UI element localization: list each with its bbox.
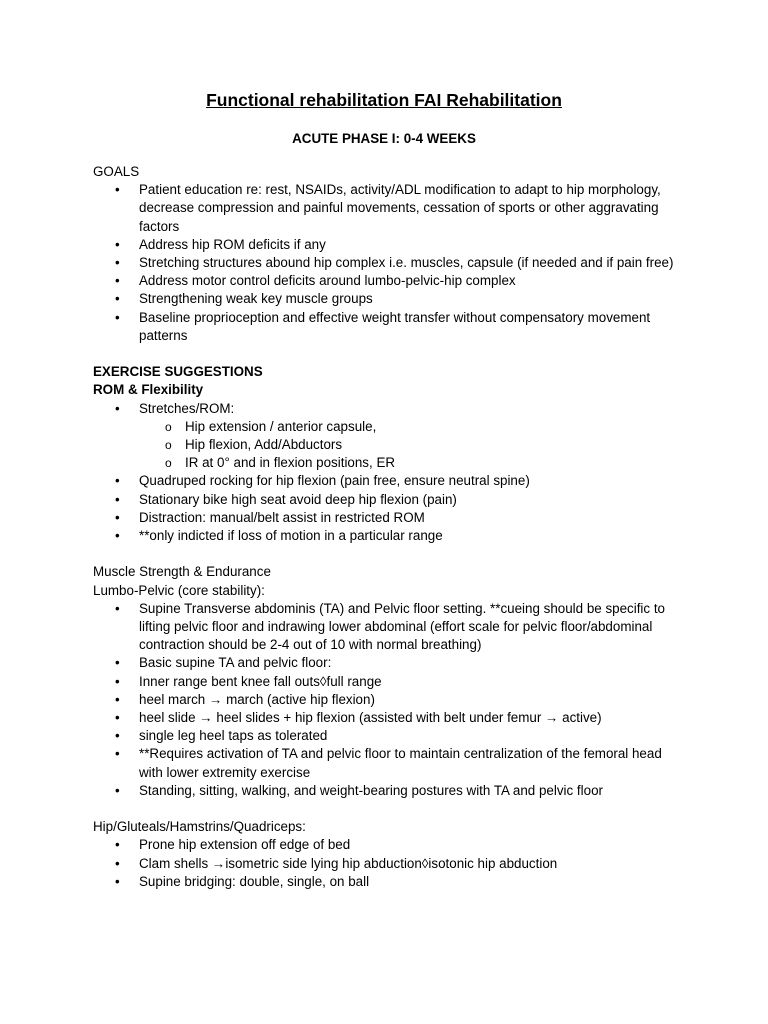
hip-heading: Hip/Gluteals/Hamstrins/Quadriceps: bbox=[93, 819, 306, 835]
list-item: • Stationary bike high seat avoid deep hip flexion (pain) bbox=[93, 491, 683, 509]
list-item: • Basic supine TA and pelvic floor: bbox=[93, 654, 683, 672]
list-item: • heel slide → heel slides + hip flexion (assisted with belt under femur → active) bbox=[93, 709, 683, 727]
list-item: • Stretching structures abound hip complex i.e. muscles, capsule (if needed and if pain free) bbox=[93, 254, 683, 272]
rom-list bbox=[93, 400, 683, 546]
sub-list-item: o Hip flexion, Add/Abductors bbox=[93, 436, 683, 454]
goals-heading: GOALS bbox=[93, 164, 140, 179]
list-item: • single leg heel taps as tolerated bbox=[93, 727, 683, 745]
strength-list bbox=[93, 600, 683, 800]
list-item: • **only indicted if loss of motion in a particular range bbox=[93, 527, 683, 545]
exercise-heading: EXERCISE SUGGESTIONS bbox=[93, 364, 263, 380]
list-item: • Supine bridging: double, single, on ball bbox=[93, 873, 683, 891]
list-item: • Baseline proprioception and effective weight transfer without compensatory movement patterns bbox=[93, 309, 683, 345]
strength-heading: Muscle Strength & Endurance bbox=[93, 564, 271, 580]
rom-heading: ROM & Flexibility bbox=[93, 382, 204, 398]
list-item: • **Requires activation of TA and pelvic floor to maintain centralization of the femoral head with lower extremity exercise bbox=[93, 745, 683, 781]
list-item: • Standing, sitting, walking, and weight-bearing postures with TA and pelvic floor bbox=[93, 782, 683, 800]
list-item: • Patient education re: rest, NSAIDs, activity/ADL modification to adapt to hip morphology, decrease compression and painful movements, cessation of sports or other aggravating factors bbox=[93, 181, 683, 236]
goals-list bbox=[93, 181, 683, 345]
list-item: • Prone hip extension off edge of bed bbox=[93, 836, 683, 854]
strength-subheading: Lumbo-Pelvic (core stability): bbox=[93, 582, 265, 598]
list-item: • Strengthening weak key muscle groups bbox=[93, 290, 683, 308]
list-item: • Address motor control deficits around lumbo-pelvic-hip complex bbox=[93, 272, 683, 290]
list-item: • Supine Transverse abdominis (TA) and Pelvic floor setting. **cueing should be specific to lifting pelvic floor and indrawing lower abdominal (effort scale for pelvic floor/abdominal contraction should be 2-4 out of 10 with normal breathing) bbox=[93, 600, 683, 655]
list-item: • heel march → march (active hip flexion) bbox=[93, 691, 683, 709]
list-item: • Distraction: manual/belt assist in restricted ROM bbox=[93, 509, 683, 527]
list-item: • Clam shells →isometric side lying hip abduction◊isotonic hip abduction bbox=[93, 855, 683, 873]
document-body bbox=[93, 163, 683, 891]
list-item: • Stretches/ROM: bbox=[93, 400, 683, 418]
hip-list bbox=[93, 836, 683, 891]
phase-heading: ACUTE PHASE I: 0-4 WEEKS bbox=[292, 131, 476, 146]
sub-list-item: o IR at 0° and in flexion positions, ER bbox=[93, 454, 683, 472]
list-item: • Address hip ROM deficits if any bbox=[93, 236, 683, 254]
list-item: • Inner range bent knee fall outs◊full range bbox=[93, 673, 683, 691]
document-title: Functional rehabilitation FAI Rehabilitation bbox=[206, 90, 562, 110]
list-item: • Quadruped rocking for hip flexion (pain free, ensure neutral spine) bbox=[93, 472, 683, 490]
sub-list-item: o Hip extension / anterior capsule, bbox=[93, 418, 683, 436]
